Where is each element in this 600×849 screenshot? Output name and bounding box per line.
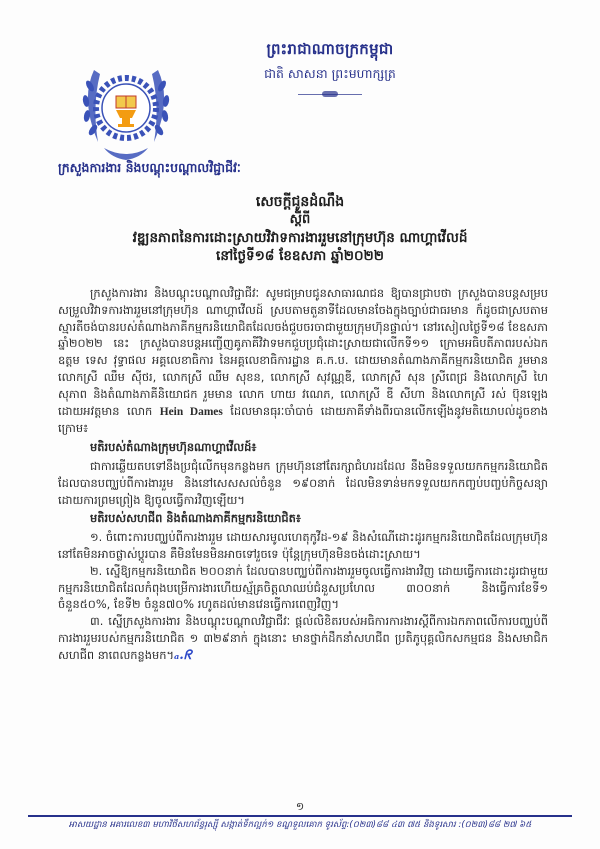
national-motto: ជាតិ សាសនា ព្រះមហាក្សត្រ <box>264 66 396 81</box>
kingdom-title: ព្រះរាជាណាចក្រកម្ពុជា <box>266 40 394 58</box>
ministry-emblem-icon <box>76 56 176 166</box>
national-heading <box>200 40 460 97</box>
company-opinion-text: ជាការឆ្លើយតបទៅនឹងប្រជុំលើកមុនកន្លងមក ក្រុមហ៊ុននៅតែរក្សាជំហរដដែល នឹងមិនទទួលយកកម្មករនិយោជិតដែលបានបញ្ឈប់ពីការងាររួម និងនៅសេសសល់ចំនួន ១៩០នាក់ ដែលមិនទាន់មកទទួលយកកញ្ចប់បញ្ចប់កិច្ចសន្យាដោយការព្រមព្រៀង ឱ្យចូលធ្វើការវិញឡើយ។ <box>58 458 548 507</box>
announcement-date: នៅថ្ងៃទី១៨ ខែឧសភា ឆ្នាំ២០២២ <box>216 248 384 264</box>
announcement-title-block <box>40 193 560 265</box>
union-point-1: ១. ចំពោះការបញ្ឈប់ពីការងាររួម ដោយសារមូលហេតុកូវីដ-១៩ និងសំណើដោះដូរកម្មករនិយោជិតដែលក្រុមហ៊ុននៅតែមិនអាចផ្លាស់ប្តូរបាន គឺមិនមែនមិនអាចទៅរួចទេ ប៉ុន្តែក្រុមហ៊ុនមិនចង់ដោះស្រាយ។ <box>58 530 548 561</box>
intro-text: ក្រសួងការងារ និងបណ្តុះបណ្តាលវិជ្ជាជីវៈ សូមជម្រាបជូនសាធារណជន ឱ្យបានជ្រាបថា ក្រសួងបានបន្តសម្របសម្រួលវិវាទការងាររួមនៅក្រុមហ៊ុន ណាហ្គាវើលដ៍ ស្របតាមតួនាទីដែលមានចែងក្នុងច្បាប់ជាធរមាន ក៏ដូចជាស្របតាមស្មារតីចង់បានរបស់តំណាងភាគីកម្មករនិយោជិតដែលចង់ជួបចរចាជាមួយក្រុមហ៊ុនផ្ទាល់។ នៅរសៀលថ្ងៃទី១៨ ខែឧសភា ឆ្នាំ២០២២ នេះ ក្រសួងបានបន្តអញ្ជើញគូភាគីវិវាទមកជួបប្រជុំដោះស្រាយជាលើកទី១១ ក្រោមអធិបតីភាពរបស់ឯកឧត្តម ទេស វុទ្ធាផល អគ្គលេខាធិការ នៃអគ្គលេខាធិការដ្ឋាន គ.ក.ប. ដោយមានតំណាងភាគីកម្មករនិយោជិត រួមមាន លោកស្រី ឈឹម ស៊ីថរ, លោកស្រី ឈឹម សុខន, លោកស្រី សុវណ្ណឌី, លោកស្រី សុន ស្រីពេជ្រ និងលោកស្រី ហៃ សុភាព និងតំណាងភាគីនិយោជក រួមមាន លោក ហាយ វណេភ, លោកស្រី ឌី សីហា និងលោកស្រី រស់ ប៊ុនឡេង ដោយអវត្តមាន លោក <box>58 286 548 418</box>
union-point-2: ២. ស្នើឱ្យកម្មករនិយោជិត ២០០នាក់ ដែលបានបញ្ឈប់ពីការងាររួមចូលធ្វើការងារវិញ ដោយធ្វើការដោះដូរជាមួយកម្មករនិយោជិតដែលកំពុងបម្រើការងារហើយស្ម័គ្រចិត្តលាឈប់ជំនួសប្រហែល ៣០០នាក់ និងធ្វើការខែទី១ ចំនួន៥០%, ខែទី២ ចំនួន៧០% រហូតដល់មានវេនធ្វើការពេញវិញ។ <box>58 563 548 612</box>
handwritten-initials: ₐ.ᖇ <box>173 647 192 663</box>
footer-address: អាសយដ្ឋាន អគារលេខ៣ មហាវិថីសហព័ន្ធរុស្ស៊ី សង្កាត់ទឹកល្អក់១ ខណ្ឌទួលគោក ទូរស័ព្ទ:(០២៣)៨៨ ៤៣ ៧៥ និងទូរសារ :(០២៣)៨៨ ២៧ ៦៥ <box>68 820 532 830</box>
union-point-3-text: ៣. ស្នើក្រសួងការងារ និងបណ្តុះបណ្តាលវិជ្ជាជីវៈ ផ្តល់លិខិតរបស់អធិការការងារស្តីពីការឯកភាពលើការបញ្ឈប់ពីការងាររួមរបស់កម្មករនិយោជិត ១ ៣២៩នាក់ ក្នុងនោះ មានថ្នាក់ដឹកនាំសហជីព ប្រតិភូបុគ្គលិកសកម្មជន និងសមាជិកសហជីព នាពេលកន្លងមក។ <box>58 614 548 662</box>
union-opinion-heading: មតិរបស់សហជីព និងតំណាងភាគីកម្មករនិយោជិត៖ <box>90 511 301 526</box>
announcement-title: សេចក្តីជូនដំណឹង <box>255 194 345 210</box>
footer-divider <box>28 815 572 817</box>
page-number: ១ <box>295 800 305 813</box>
union-point-3 <box>58 613 548 664</box>
ornament-divider <box>298 91 362 97</box>
announcement-subject-label: ស្តីពី <box>289 212 311 227</box>
absent-person-name: Hein Dames <box>159 405 223 418</box>
intro-text-end: ដែលមានធុរៈចាំបាច់ ដោយភាគីទាំងពីរបានលើកឡើងនូវមតិយោបល់ដូចខាងក្រោម៖ <box>58 403 548 436</box>
company-opinion-heading: មតិរបស់តំណាងក្រុមហ៊ុនណាហ្គាវើលដ៍៖ <box>90 440 257 455</box>
intro-paragraph <box>58 285 548 437</box>
announcement-body <box>58 285 548 665</box>
ministry-name: ក្រសួងការងារ និងបណ្តុះបណ្តាលវិជ្ជាជីវៈ <box>58 160 241 175</box>
announcement-subject: វឌ្ឍនភាពនៃការដោះស្រាយវិវាទការងាររួមនៅក្រុមហ៊ុន ណាហ្គាវើលដ៍ <box>132 230 468 246</box>
